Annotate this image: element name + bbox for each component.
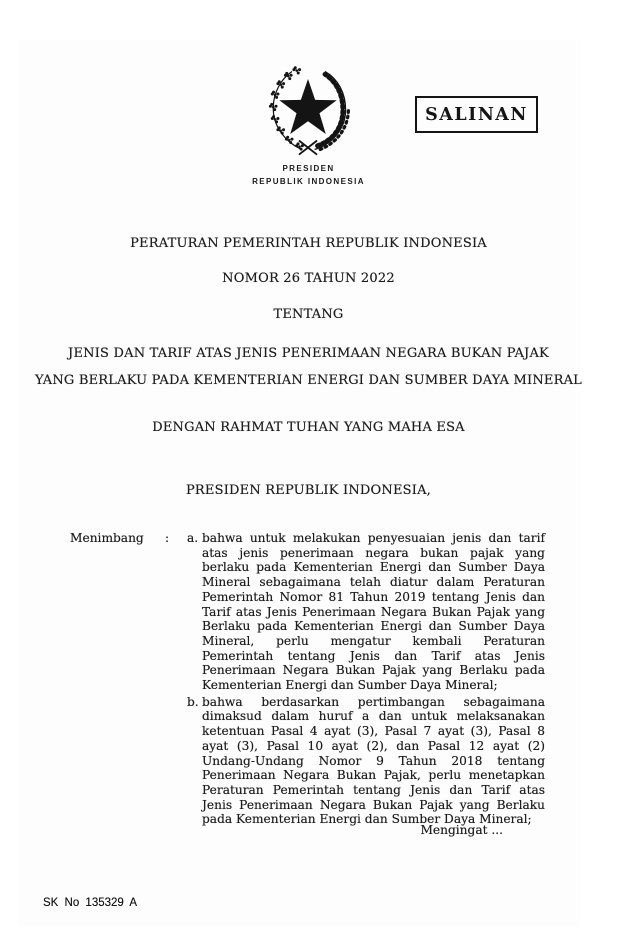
consideration-items — [187, 531, 545, 829]
letterhead-presiden: PRESIDEN — [282, 164, 335, 173]
item-b-text: bahwa berdasarkan pertimbangan sebagaimana dimaksud dalam huruf a dan untuk melaksanakan ketentuan Pasal 4 ayat (3), Pasal 7 ayat (3), Pasal 8 ayat (3), Pasal 10 ayat (2), dan Pasal 12 ayat (2) Undang-Undang Nomor 9 Tahun 2018 tentang Penerimaan Negara Bukan Pajak, perlu menetapkan Peraturan Pemerintah tentang Jenis dan Tarif atas Jenis Penerimaan Negara Bukan Pajak yang Berlaku pada Kementerian Energi dan Sumber Daya Mineral; — [202, 694, 545, 827]
considerations-block — [70, 531, 545, 829]
authority-line: PRESIDEN REPUBLIK INDONESIA, — [185, 483, 432, 498]
salinan-stamp: SALINAN — [415, 96, 538, 133]
regulation-number: NOMOR 26 TAHUN 2022 — [222, 271, 395, 286]
letterhead-institution: REPUBLIK INDONESIA — [252, 177, 365, 186]
item-b-marker: b. — [187, 694, 199, 709]
menimbang-colon: : — [165, 531, 170, 545]
consideration-item-b — [187, 695, 545, 827]
regulation-subject-line2: YANG BERLAKU PADA KEMENTERIAN ENERGI DAN SUMBER DAYA MINERAL — [34, 372, 583, 388]
regulation-subject — [0, 341, 617, 394]
regulation-subject-line1: JENIS DAN TARIF ATAS JENIS PENERIMAAN NEGARA BUKAN PAJAK — [68, 346, 549, 361]
consideration-item-a — [187, 531, 545, 693]
doc-number: SK No 135329 A — [43, 897, 138, 909]
catchword-mengingat: Mengingat ... — [420, 823, 503, 837]
presidential-seal-icon — [261, 64, 355, 156]
invocation-line: DENGAN RAHMAT TUHAN YANG MAHA ESA — [152, 420, 465, 435]
item-a-text: bahwa untuk melakukan penyesuaian jenis dan tarif atas jenis penerimaan negara bukan pajak yang berlaku pada Kementerian Energi dan Sumber Daya Mineral sebagaimana telah diatur dalam Peraturan Pemerintah Nomor 81 Tahun 2019 tentang Jenis dan Tarif atas Jenis Penerimaan Negara Bukan Pajak yang Berlaku pada Kementerian Energi dan Sumber Daya Mineral, perlu mengatur kembali Peraturan Pemerintah tentang Jenis dan Tarif atas Jenis Penerimaan Negara Bukan Pajak yang Berlaku pada Kementerian Energi dan Sumber Daya Mineral; — [202, 531, 545, 693]
menimbang-label: Menimbang — [70, 531, 144, 545]
tentang-heading: TENTANG — [273, 307, 344, 322]
item-a-marker: a. — [187, 531, 199, 545]
regulation-title: PERATURAN PEMERINTAH REPUBLIK INDONESIA — [130, 236, 487, 251]
letterhead — [0, 162, 617, 188]
